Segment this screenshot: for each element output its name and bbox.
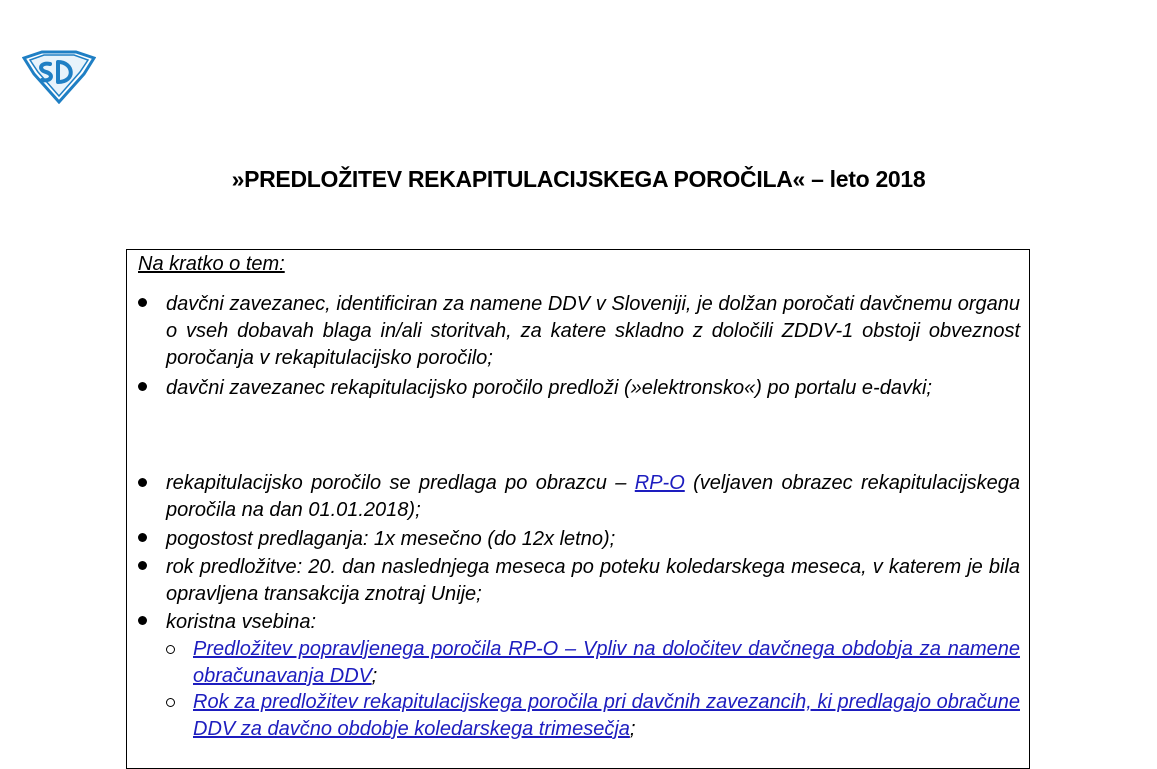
bullet-icon <box>138 298 147 307</box>
sub-list-item-text <box>193 689 1020 743</box>
list-item-text: koristna vsebina: <box>166 611 317 633</box>
corrected-report-link[interactable]: Predložitev popravljenega poročila RP-O – Vpliv na določitev davčnega obdobja za namene obračunavanja DDV <box>193 638 1020 687</box>
rp-o-form-link[interactable]: RP-O <box>634 472 685 494</box>
list-item-text: rok predložitve: 20. dan naslednjega meseca po poteku koledarskega meseca, v katerem je bila opravljena transakcija znotraj Unije; <box>166 556 1020 605</box>
list-item-text: davčni zavezanec, identificiran za namene DDV v Sloveniji, je dolžan poročati davčnemu organu o vseh dobavah blaga in/ali storitvah, za katere skladno z določili ZDDV-1 obstoji obveznost poročanja v rekapitulacijsko poročilo; <box>166 293 1020 369</box>
sub-list-item-punct: ; <box>371 665 378 687</box>
bullet-icon <box>138 561 147 570</box>
sub-list-item-punct: ; <box>629 718 636 740</box>
summary-heading: Na kratko o tem: <box>138 253 285 275</box>
list-item-text-before: rekapitulacijsko poročilo se predlaga po obrazcu – <box>166 472 635 494</box>
list-item-text-after: (veljaven obrazec rekapitulacijskega poročila na dan 01.01.2018); <box>166 472 1021 521</box>
bullet-icon <box>138 533 147 542</box>
list-item-text: pogostost predlaganja: 1x mesečno (do 12x letno); <box>166 528 616 550</box>
circle-bullet-icon <box>166 698 175 707</box>
bullet-icon <box>138 382 147 391</box>
sub-list-item-text <box>193 636 1020 690</box>
page-title: »PREDLOŽITEV REKAPITULACIJSKEGA POROČILA« – leto 2018 <box>231 166 926 192</box>
bullet-icon <box>138 616 147 625</box>
list-item-text <box>166 470 1020 524</box>
bullet-icon <box>138 478 147 487</box>
deadline-report-link[interactable]: Rok za predložitev rekapitulacijskega poročila pri davčnih zavezancih, ki predlagajo obračune DDV za davčno obdobje koledarskega trimesečja <box>193 691 1020 740</box>
list-item-text: davčni zavezanec rekapitulacijsko poročilo predloži (»elektronsko«) po portalu e-davki; <box>166 377 932 399</box>
circle-bullet-icon <box>166 645 175 654</box>
